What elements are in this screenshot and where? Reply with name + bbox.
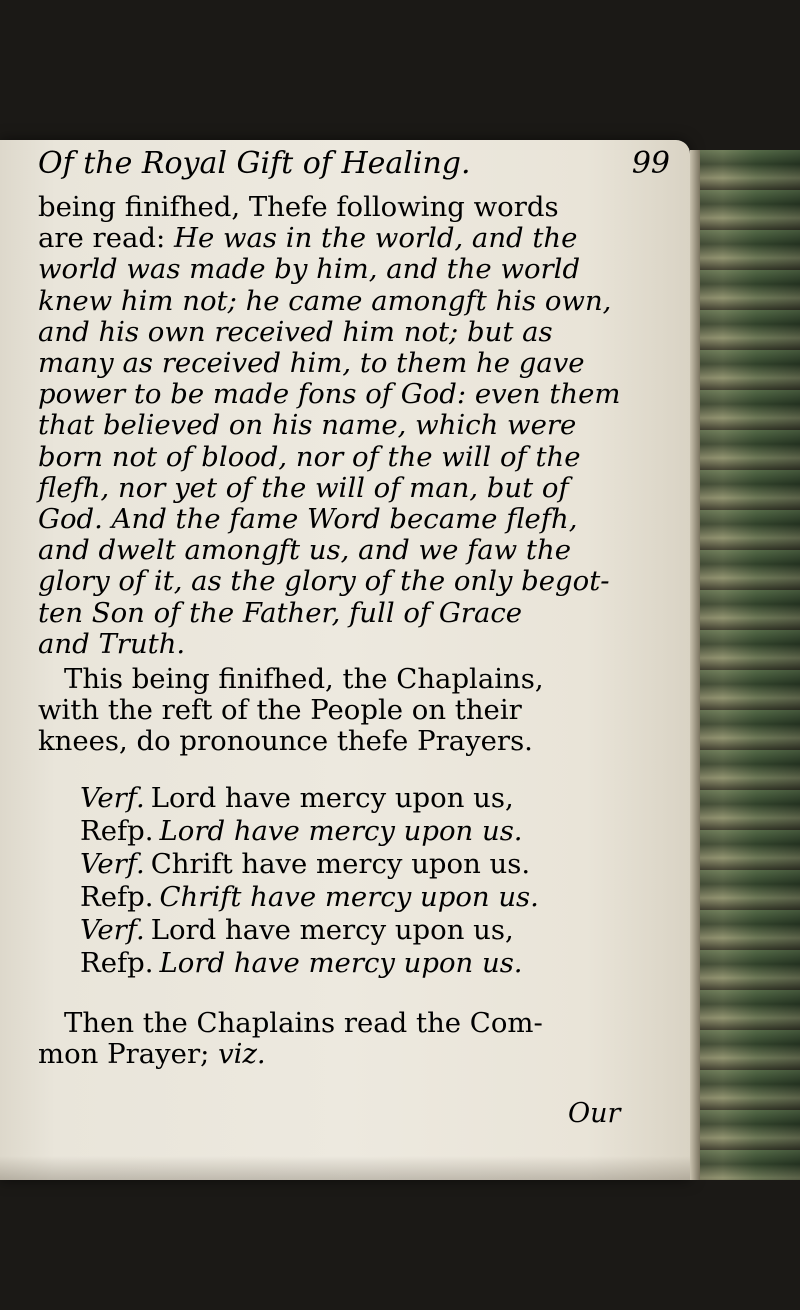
p2-line-1: This being finifhed, the Chaplains, [64, 663, 544, 695]
catchword: Our [568, 1098, 621, 1129]
p1-line-12: and dwelt amongft us, and we faw the [38, 534, 571, 567]
p2-line-2: with the reft of the People on their [38, 694, 522, 727]
response-row: Verf. Lord have mercy upon us, [80, 914, 514, 946]
p2-line-3: knees, do pronounce thefe Prayers. [38, 725, 533, 758]
p1-line-8: that believed on his name, which were [38, 409, 577, 442]
p1-line-14: ten Son of the Father, full of Grace [38, 596, 523, 629]
p1-line-2: are read: He was in the world, and the [38, 222, 578, 255]
p1-line-7: power to be made fons of God: even them [38, 378, 621, 411]
paragraph-3 [38, 1008, 658, 1070]
book-binding-edge [690, 150, 800, 1180]
p1-line-13: glory of it, as the glory of the only begot- [38, 565, 610, 598]
p1-line-5: and his own received him not; but as [38, 315, 553, 348]
versicles-responses [80, 782, 640, 980]
response-row: Verf. Lord have mercy upon us, [80, 782, 514, 814]
p1-line-9: born not of blood, nor of the will of the [38, 440, 581, 473]
p1-line-6: many as received him, to them he gave [38, 347, 585, 380]
p3-line-1: Then the Chaplains read the Com- [64, 1007, 543, 1039]
response-row: Verf. Chrift have mercy upon us. [80, 848, 531, 880]
p3-line-2: mon Prayer; viz. [38, 1038, 266, 1071]
running-head [38, 146, 670, 186]
running-head-title: Of the Royal Gift of Healing. [38, 146, 471, 181]
p1-line-11: God. And the fame Word became flefh, [38, 503, 578, 536]
response-row: Refp. Chrift have mercy upon us. [80, 881, 539, 913]
response-row: Refp. Lord have mercy upon us. [80, 815, 523, 847]
paragraph-1 [38, 192, 658, 660]
p1-line-10: flefh, nor yet of the will of man, but of [38, 471, 569, 504]
p1-line-4: knew him not; he came amongft his own, [38, 284, 612, 317]
p1-line-1: being finifhed, Thefe following words [38, 191, 559, 223]
p1-line-3: world was made by him, and the world [38, 253, 581, 286]
response-row: Refp. Lord have mercy upon us. [80, 947, 523, 979]
page-number: 99 [631, 146, 670, 181]
paragraph-2 [38, 664, 658, 758]
p1-line-15: and Truth. [38, 627, 186, 660]
